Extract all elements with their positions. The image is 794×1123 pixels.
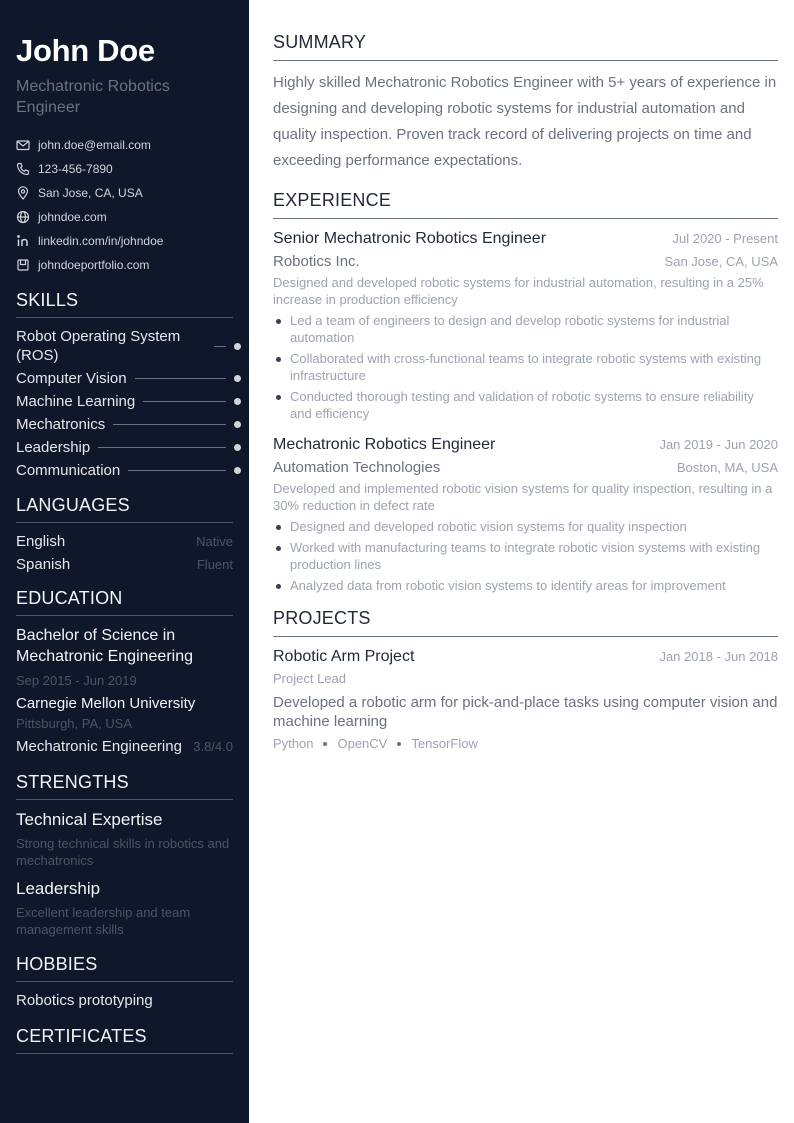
skill-item [16, 369, 241, 388]
certificates-heading: CERTIFICATES [16, 1026, 233, 1054]
contact-portfolio-text: johndoeportfolio.com [38, 258, 150, 272]
language-name: English [16, 533, 66, 550]
skill-dot [234, 444, 241, 451]
skill-label: Leadership [16, 439, 91, 456]
project-entry [273, 646, 778, 751]
education-section [16, 588, 241, 756]
sidebar [0, 0, 249, 1123]
phone-icon [16, 162, 30, 176]
mail-icon [16, 138, 30, 152]
job-title: Senior Mechatronic Robotics Engineer [273, 230, 547, 247]
languages-section [16, 495, 241, 574]
skill-label: Machine Learning [16, 393, 136, 410]
contact-phone[interactable] [16, 157, 241, 181]
job-bullets [273, 518, 778, 594]
job-company: Robotics Inc. [273, 253, 360, 270]
strength-item [16, 878, 241, 938]
globe-icon [16, 210, 30, 224]
skill-item [16, 392, 241, 411]
job-location: San Jose, CA, USA [664, 254, 778, 269]
job-company: Automation Technologies [273, 459, 441, 476]
language-name: Spanish [16, 556, 71, 573]
strength-item [16, 809, 241, 869]
job-entry [273, 434, 778, 594]
strength-title: Technical Expertise [16, 810, 163, 829]
experience-section [273, 190, 778, 594]
strength-title: Leadership [16, 879, 101, 898]
language-level: Native [196, 534, 233, 549]
strengths-section [16, 772, 241, 938]
skill-dot [234, 398, 241, 405]
experience-heading: EXPERIENCE [273, 190, 778, 219]
contact-linkedin-text: linkedin.com/in/johndoe [38, 234, 164, 248]
job-entry [273, 228, 778, 422]
job-dates: Jul 2020 - Present [672, 231, 778, 246]
hobbies-heading: HOBBIES [16, 954, 233, 982]
education-heading: EDUCATION [16, 588, 233, 616]
education-degree: Bachelor of Science in Mechatronic Engineering [16, 627, 193, 665]
contact-phone-text: 123-456-7890 [38, 162, 113, 176]
skill-item [16, 415, 241, 434]
tech-separator [397, 742, 401, 746]
project-tech-list [273, 736, 778, 751]
skill-item [16, 438, 241, 457]
location-pin-icon [16, 186, 30, 200]
hobby-item: Robotics prototyping [16, 992, 153, 1009]
contact-location [16, 181, 241, 205]
summary-section [273, 32, 778, 174]
project-tech: Python [273, 736, 314, 751]
hobbies-section [16, 954, 241, 1010]
summary-heading: SUMMARY [273, 32, 778, 61]
language-item [16, 532, 233, 551]
education-field: Mechatronic Engineering [16, 738, 182, 755]
strength-desc: Strong technical skills in robotics and mechatronics [16, 836, 230, 868]
contact-location-text: San Jose, CA, USA [38, 186, 143, 200]
contact-email[interactable] [16, 133, 241, 157]
skill-dot [234, 375, 241, 382]
language-item [16, 555, 233, 574]
job-bullet: Analyzed data from robotic vision systems to identify areas for improvement [273, 577, 778, 594]
contact-website[interactable] [16, 205, 241, 229]
job-title: Mechatronic Robotics Engineer [273, 436, 496, 453]
skill-label: Mechatronics [16, 416, 106, 433]
tech-separator [323, 742, 327, 746]
skill-label: Communication [16, 462, 121, 479]
project-description: Developed a robotic arm for pick-and-place tasks using computer vision and machine learning [273, 694, 778, 730]
project-dates: Jan 2018 - Jun 2018 [659, 649, 778, 664]
job-bullets [273, 312, 778, 422]
projects-heading: PROJECTS [273, 608, 778, 637]
skill-item [16, 327, 241, 365]
skill-label: Computer Vision [16, 370, 127, 387]
job-location: Boston, MA, USA [676, 460, 778, 475]
education-location: Pittsburgh, PA, USA [16, 716, 133, 731]
contact-portfolio[interactable] [16, 253, 241, 277]
job-dates: Jan 2019 - Jun 2020 [659, 437, 778, 452]
certificates-section [16, 1026, 241, 1054]
skill-dot [234, 421, 241, 428]
candidate-name: John Doe [16, 33, 155, 68]
education-dates: Sep 2015 - Jun 2019 [16, 673, 137, 688]
project-role: Project Lead [273, 671, 346, 686]
skill-leader-line [143, 401, 226, 402]
contact-linkedin[interactable] [16, 229, 241, 253]
skills-section [16, 290, 241, 480]
contact-list [16, 133, 241, 277]
skills-heading: SKILLS [16, 290, 233, 318]
job-bullet: Led a team of engineers to design and develop robotic systems for industrial automation [273, 312, 778, 346]
education-gpa: 3.8/4.0 [193, 739, 233, 754]
project-title: Robotic Arm Project [273, 648, 415, 665]
project-tech: OpenCV [337, 736, 388, 751]
skill-leader-line [113, 424, 226, 425]
language-level: Fluent [196, 557, 233, 572]
job-bullet: Collaborated with cross-functional teams to integrate robotic systems with existing infrastructure [273, 350, 778, 384]
skill-item [16, 461, 241, 480]
job-description: Designed and developed robotic systems for industrial automation, resulting in a 25% increase in production efficiency [273, 275, 764, 307]
skill-leader-line [128, 470, 226, 471]
candidate-role: Mechatronic Robotics Engineer [16, 78, 170, 116]
languages-list [16, 532, 241, 574]
education-field-row [16, 737, 233, 756]
languages-heading: LANGUAGES [16, 495, 233, 523]
portfolio-icon [16, 258, 30, 272]
job-bullet: Conducted thorough testing and validation of robotic systems to ensure reliability and efficiency [273, 388, 778, 422]
skills-list [16, 327, 241, 480]
contact-website-text: johndoe.com [38, 210, 107, 224]
skill-dot [234, 343, 241, 350]
skill-leader-line [98, 447, 226, 448]
skill-label: Robot Operating System (ROS) [16, 328, 181, 364]
skill-leader-line [214, 346, 226, 347]
project-tech: TensorFlow [411, 736, 478, 751]
strength-desc: Excellent leadership and team management skills [16, 905, 191, 937]
education-school: Carnegie Mellon University [16, 695, 196, 712]
strengths-heading: STRENGTHS [16, 772, 233, 800]
main-content [273, 32, 778, 751]
job-description: Developed and implemented robotic vision systems for quality inspection, resulting in a 30% reduction in defect rate [273, 481, 773, 513]
projects-section [273, 608, 778, 751]
linkedin-icon [16, 234, 30, 248]
job-bullet: Worked with manufacturing teams to integrate robotic vision systems with existing production lines [273, 539, 778, 573]
contact-email-text: john.doe@email.com [38, 138, 151, 152]
skill-leader-line [135, 378, 226, 379]
summary-text: Highly skilled Mechatronic Robotics Engineer with 5+ years of experience in designing and developing robotic systems for industrial automation and quality inspection. Proven track record of delivering projects on time and exceeding performance expectations. [273, 74, 777, 169]
skill-dot [234, 467, 241, 474]
job-bullet: Designed and developed robotic vision systems for quality inspection [273, 518, 778, 535]
